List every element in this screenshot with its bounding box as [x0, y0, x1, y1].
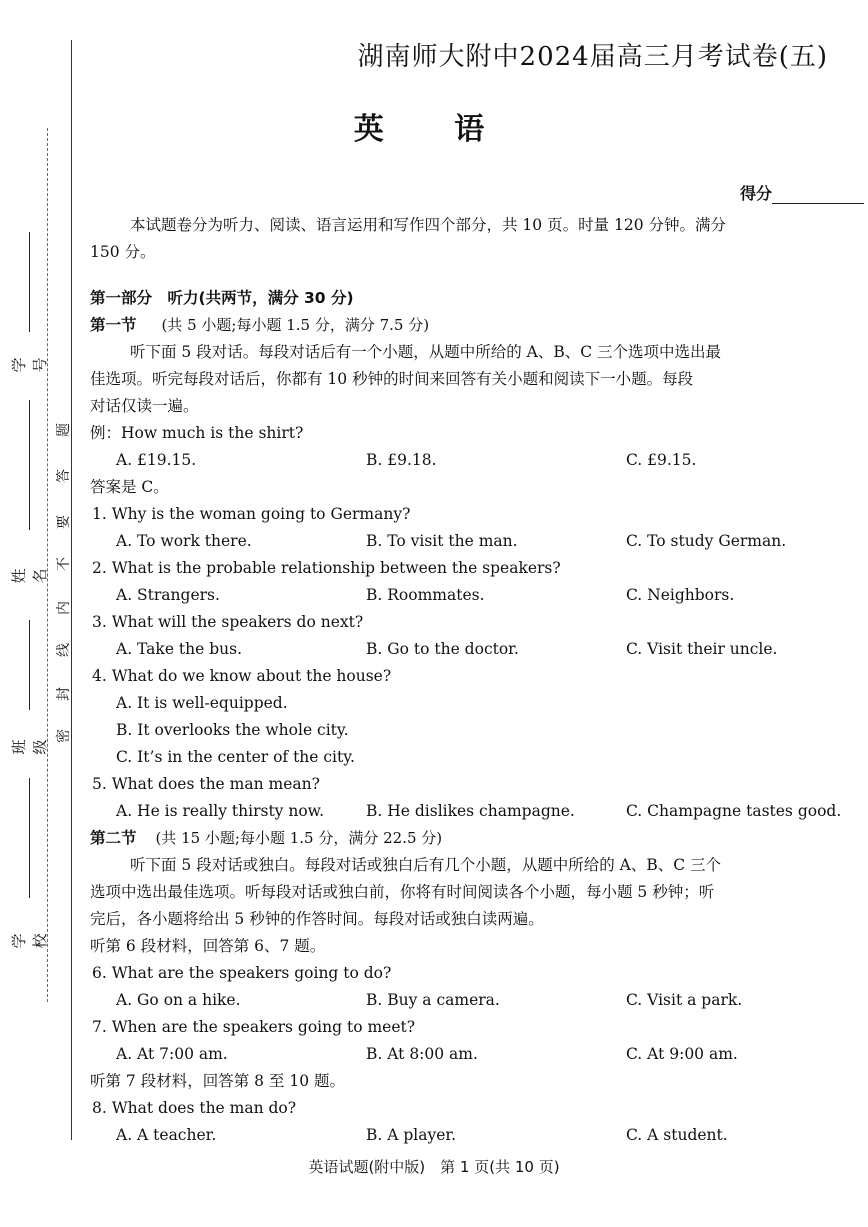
score-label: 得分 — [739, 184, 772, 203]
question: 7. When are the speakers going to meet? — [92, 1018, 416, 1036]
option: C. A student. — [626, 1126, 728, 1144]
instruction-line: 佳选项。听完每段对话后，你都有 10 秒钟的时间来回答有关小题和阅读下一小题。每段 — [90, 370, 694, 388]
exam-content — [90, 212, 866, 1149]
instruction-line: 对话仅读一遍。 — [90, 397, 199, 415]
option: C. It’s in the center of the city. — [116, 748, 355, 766]
example-options — [90, 447, 866, 474]
subject-title: 英 语 — [353, 112, 515, 147]
question: 3. What will the speakers do next? — [92, 613, 364, 631]
name-field[interactable] — [29, 400, 30, 530]
section2-heading-row — [90, 825, 866, 852]
instruction-line: 完后，各小题将给出 5 秒钟的作答时间。每段对话或独白读两遍。 — [90, 910, 544, 928]
option: A. It is well-equipped. — [116, 694, 288, 712]
section2-heading: 第二节 — [90, 829, 137, 847]
intro-line: 本试题卷分为听力、阅读、语言运用和写作四个部分，共 10 页。时量 120 分钟。满分 — [130, 216, 727, 234]
question-options — [90, 987, 866, 1014]
section2-note: (共 15 小题;每小题 1.5 分，满分 22.5 分) — [155, 829, 443, 847]
question-options — [90, 1122, 866, 1149]
option: C. Neighbors. — [626, 586, 735, 604]
option: A. Go on a hike. — [116, 991, 241, 1009]
option: A. He is really thirsty now. — [116, 802, 325, 820]
seal-char: 内 — [56, 601, 72, 615]
seal-char: 题 — [56, 423, 72, 437]
class-field[interactable] — [29, 620, 30, 710]
margin-label-school: 学校 — [10, 933, 49, 949]
seal-char: 密 — [56, 729, 72, 743]
question: 8. What does the man do? — [92, 1099, 297, 1117]
question: 6. What are the speakers going to do? — [92, 964, 392, 982]
school-field[interactable] — [29, 778, 30, 898]
question-options — [90, 1041, 866, 1068]
exam-title: 湖南师大附中2024届高三月考试卷(五) — [357, 42, 828, 72]
seal-char: 线 — [56, 643, 72, 657]
margin-label-student-id: 学号 — [10, 357, 49, 373]
option: B. A player. — [366, 1126, 457, 1144]
section1-note: (共 5 小题;每小题 1.5 分，满分 7.5 分) — [161, 316, 430, 334]
section1-heading: 第一节 — [90, 316, 137, 334]
option: B. Roommates. — [366, 586, 485, 604]
part1-heading: 第一部分 听力(共两节，满分 30 分) — [90, 289, 354, 307]
option: A. To work there. — [116, 532, 252, 550]
option: B. To visit the man. — [366, 532, 518, 550]
option: C. Visit their uncle. — [626, 640, 778, 658]
option: A. At 7:00 am. — [116, 1045, 228, 1063]
example-answer: 答案是 C。 — [90, 478, 169, 496]
option: B. At 8:00 am. — [366, 1045, 478, 1063]
option: A. Strangers. — [116, 586, 220, 604]
score-box — [740, 181, 864, 204]
option: C. Visit a park. — [626, 991, 743, 1009]
seal-char: 不 — [56, 557, 72, 571]
option: C. £9.15. — [626, 451, 697, 469]
example-question: 例：How much is the shirt? — [90, 424, 304, 442]
option: B. He dislikes champagne. — [366, 802, 575, 820]
option: B. Go to the doctor. — [366, 640, 519, 658]
question: 5. What does the man mean? — [92, 775, 320, 793]
cut-line — [47, 128, 48, 1002]
option: C. To study German. — [626, 532, 787, 550]
instruction-line: 听下面 5 段对话或独白。每段对话或独白后有几个小题，从题中所给的 A、B、C 三个 — [130, 856, 722, 874]
option: A. £19.15. — [116, 451, 197, 469]
seal-char: 答 — [56, 469, 72, 483]
margin-label-class: 班级 — [10, 739, 49, 755]
option: C. At 9:00 am. — [626, 1045, 738, 1063]
option: A. Take the bus. — [116, 640, 243, 658]
material-heading: 听第 7 段材料，回答第 8 至 10 题。 — [90, 1072, 346, 1090]
question: 4. What do we know about the house? — [92, 667, 392, 685]
margin-border — [71, 40, 72, 1140]
section1-heading-row — [90, 312, 866, 339]
question-options — [90, 798, 866, 825]
instruction-line: 听下面 5 段对话。每段对话后有一个小题，从题中所给的 A、B、C 三个选项中选出最 — [130, 343, 722, 361]
seal-char: 封 — [56, 687, 72, 701]
question: 1. Why is the woman going to Germany? — [92, 505, 411, 523]
margin-label-name: 姓名 — [10, 568, 49, 584]
question-options — [90, 528, 866, 555]
binding-margin — [0, 0, 80, 1227]
material-heading: 听第 6 段材料，回答第 6、7 题。 — [90, 937, 326, 955]
student-id-field[interactable] — [29, 232, 30, 332]
option: A. A teacher. — [116, 1126, 217, 1144]
intro-line: 150 分。 — [90, 243, 156, 261]
instruction-line: 选项中选出最佳选项。听每段对话或独白前，你将有时间阅读各个小题，每小题 5 秒钟；听 — [90, 883, 715, 901]
score-field[interactable] — [772, 187, 864, 204]
seal-char: 要 — [56, 515, 72, 529]
option: B. It overlooks the whole city. — [116, 721, 349, 739]
page-footer: 英语试题(附中版) 第 1 页(共 10 页) — [308, 1158, 560, 1176]
option: B. £9.18. — [366, 451, 437, 469]
question-options — [90, 582, 866, 609]
option: B. Buy a camera. — [366, 991, 500, 1009]
question: 2. What is the probable relationship between the speakers? — [92, 559, 561, 577]
option: C. Champagne tastes good. — [626, 802, 842, 820]
question-options — [90, 636, 866, 663]
